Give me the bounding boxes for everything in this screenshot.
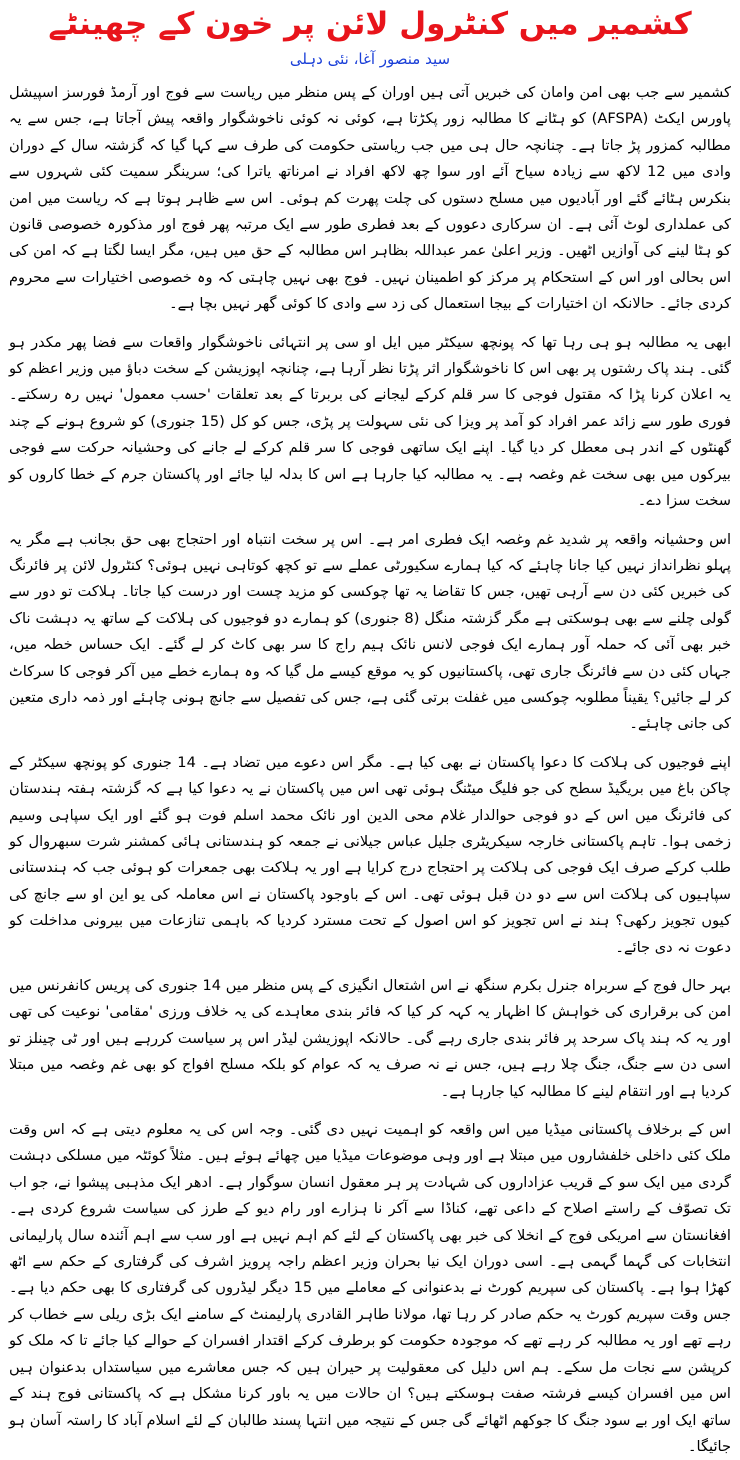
article-paragraph: بہر حال فوج کے سربراہ جنرل بکرم سنگھ نے اس اشتعال انگیزی کے پس منظر میں 14 جنوری کی پریس کانفرنس میں امن کی برقراری کی خواہش کا اظہار یہ کہہ کر کیا کہ فائر بندی معاہدے کی یہ خلاف ورزی 'مقامی' نوعیت کی تھی اور یہ کہ ہند پاک سرحد پر فائر بندی جاری رہے گی۔ حالانکہ اپوزیشن لیڈر اس پر سیاست کررہے ہیں اور ٹی چینلز تو اسی دن سے جنگ، جنگ چلا رہے ہیں، جس نے نہ صرف یہ کہ عوام کو بلکہ مسلح افواج کو بھی غم وغصہ میں مبتلا کردیا ہے اور انتقام لینے کا مطالبہ کیا جارہا ہے۔ xyxy=(9,977,731,1100)
article-headline: کشمیر میں کنٹرول لائن پر خون کے چھینٹے xyxy=(48,6,692,42)
article-byline: سید منصور آغا، نئی دہلی xyxy=(289,50,451,68)
article-paragraph: اس وحشیانہ واقعہ پر شدید غم وغصہ ایک فطری امر ہے۔ اس پر سخت انتباہ اور احتجاج بھی حق بجانب ہے مگر یہ پہلو نظرانداز نہیں کیا جانا چاہئے کہ کیا ہمارے سکیورٹی عملے سے تو کچھ کوتاہی نہیں ہوئی؟ کنٹرول لائن پر فائرنگ کی خبریں کئی دن سے آرہی تھیں، جس کا تقاضا یہ تھا چوکسی کو مزید چست اور درست کیا جاتا۔ ہلاکت تو دور سے گولی چلنے سے بھی ہوسکتی ہے مگر گزشتہ منگل (8 جنوری) کو ہمارے دو فوجیوں کی ہلاکت کے ساتھ یہ دہشت ناک خبر بھی آئی کہ حملہ آور ہمارے ایک فوجی لانس نائک ہیم راج کا سر بھی کاٹ کر لے گئے۔ ایک حساس خطہ میں، جہاں کئی دن سے فائرنگ جاری تھی، پاکستانیوں کو یہ موقع کیسے مل گیا کہ وہ ہمارے خطے میں آکر فوجی کا سرکاٹ کر لے جائیں؟ یقیناً مطلوبہ چوکسی میں غفلت برتی گئی ہے، جس کی تفصیل سے جانچ ہونی چاہئے اور ذمہ داری متعین کی جانی چاہئے۔ xyxy=(9,530,731,733)
article-paragraph: اپنے فوجیوں کی ہلاکت کا دعوا پاکستان نے بھی کیا ہے۔ مگر اس دعوے میں تضاد ہے۔ 14 جنوری کو پونچھ سیکٹر کے چاکن باغ میں بریگیڈ سطح کی جو فلیگ میٹنگ ہوئی تھی اس میں پاکستان نے یہ دعوا کیا ہے کہ گزشتہ ہفتہ ہندستان کی فائرنگ میں اس کے دو فوجی حوالدار غلام محی الدین اور نائک محمد اسلم فوت ہو گئے اور ایک سپاہی وسیم زخمی ہوا۔ تاہم پاکستانی خارجہ سیکریٹری جلیل عباس جیلانی نے جمعہ کو ہندستانی ہائی کمشنر شرت سبھروال کو طلب کرکے صرف ایک فوجی کی ہلاکت پر احتجاج درج کرایا ہے اور یہ ہلاکت بھی جمعرات کو ہوئی جب کہ ہندستانی سپاہیوں کی ہلاکت اس سے دو دن قبل ہوئی تھی۔ اس کے باوجود پاکستان نے اس معاملہ کی یو این او سے جانچ کی کیوں تجویز رکھی؟ ہند نے اس تجویز کو اس اصول کے تحت مسترد کردیا کہ باہمی تنازعات میں بیرونی مداخلت کو دعوت نہ دی جائے۔ xyxy=(9,753,731,956)
article-paragraph: کشمیر سے جب بھی امن وامان کی خبریں آتی ہیں اوران کے پس منظر میں ریاست سے فوج اور آرمڈ فورسز اسپیشل پاورس ایکٹ (AFSPA) کو ہٹانے کا مطالبہ زور پکڑتا ہے، کوئی نہ کوئی ناخوشگوار واقعہ پیش آجاتا ہے، جس سے یہ مطالبہ کمزور پڑ جاتا ہے۔ چنانچہ حال ہی میں جب ریاستی حکومت کی طرف سے کہا گیا کہ گزشتہ سال کے دوران وادی میں 12 لاکھ سے زیادہ سیاح آئے اور سوا چھ لاکھ افراد نے امرناتھ یاترا کی؛ سرینگر سمیت کئی شہروں سے بنکرس ہٹائے گئے اور آبادیوں میں مسلح دستوں کی چلت پھرت کم ہوئی۔ اس سے ظاہر ہوتا ہے کہ ریاست میں امن کی عملداری لوٹ آئی ہے۔ ان سرکاری دعووں کے بعد فطری طور سے ایک مرتبہ پھر فوج اور مذکورہ خصوصی قانون کو ہٹا لینے کی آوازیں اٹھیں۔ وزیر اعلیٰ عمر عبداللہ بظاہر اس مطالبہ کے حق میں ہیں، مگر ایسا لگتا ہے کہ امن کی اس بحالی اور اس کے استحکام پر مرکز کو اطمینان نہیں۔ فوج بھی نہیں چاہتی کہ وہ خصوصی اختیارات سے محروم کردی جائے۔ حالانکہ ان اختیارات کے بیجا استعمال کی زد سے وادی کا کوئی گھر نہیں بچا ہے۔ xyxy=(9,84,731,313)
article-paragraph: ابھی یہ مطالبہ ہو ہی رہا تھا کہ پونچھ سیکٹر میں ایل او سی پر انتہائی ناخوشگوار واقعات سے فضا پھر مکدر ہو گئی۔ ہند پاک رشتوں پر بھی اس کا ناخوشگوار اثر پڑتا نظر آرہا ہے، چنانچہ اپوزیشن کے سخت دباؤ میں وزیر اعظم کو یہ اعلان کرنا پڑا کہ مقتول فوجی کا سر قلم کرکے لیجانے کی بربرتا کے بعد تعلقات 'حسب معمول' نہیں رہ رسکتے۔ فوری طور سے زائد عمر افراد کو آمد پر ویزا کی نئی سہولت پر پڑی، جس کو کل (15 جنوری) کو شروع ہونے کے چند گھنٹوں کے اندر ہی معطل کر دیا گیا۔ اپنے ایک ساتھی فوجی کا سر قلم کرکے لے جانے کی وحشیانہ حرکت سے فوجی بیرکوں میں بھی سخت غم وغصہ ہے۔ یہ مطالبہ کیا جارہا ہے اس کا بدلہ لیا جائے اور پاکستان جرم کے خطا کاروں کو سخت سزا دے۔ xyxy=(9,333,731,510)
article-paragraph: اس کے برخلاف پاکستانی میڈیا میں اس واقعہ کو اہمیت نہیں دی گئی۔ وجہ اس کی یہ معلوم دیتی ہے کہ اس وقت ملک کئی داخلی خلفشاروں میں مبتلا ہے اور وہی موضوعات میڈیا میں چھائے ہوئے ہیں۔ مثلاً کوئٹہ میں مسلکی دہشت گردی میں ایک سو کے قریب عزاداروں کی شہادت پر ہر معقول انسان سوگوار ہے۔ ادھر ایک مذہبی پیشوا نے، جو اب تک تصوّف کے راستے اصلاح کے داعی تھے، کناڈا سے آکر نا ہزارے اور رام دیو کے طرز کی سیاست شروع کردی ہے۔ افغانستان سے امریکی فوج کے انخلا کی خبر بھی پاکستان کے لئے کم اہم نہیں ہے اور سب سے اہم آئندہ سال پارلیمانی انتخابات کی گہما گہمی ہے۔ اسی دوران ایک نیا بحران وزیر اعظم راجہ پرویز اشرف کی گرفتاری کے حکم سے اٹھ کھڑا ہوا ہے۔ پاکستان کی سپریم کورٹ نے بدعنوانی کے معاملے میں 15 دیگر لیڈروں کی گرفتاری کا بھی حکم دیا ہے۔ جس وقت سپریم کورٹ یہ حکم صادر کر رہا تھا، مولانا طاہر القادری پارلیمنٹ کے سامنے ایک بڑی ریلی سے خطاب کر رہے تھے اور یہ مطالبہ کر رہے تھے کہ موجودہ حکومت کو برطرف کرکے اقتدار افسران کے حوالے کیا جائے تا کہ ملک کو کرپشن سے نجات مل سکے۔ ہم اس دلیل کی معقولیت پر حیران ہیں کہ جس معاشرے میں سیاستداں بدعنوان ہیں اس میں افسران کیسے فرشتہ صفت ہوسکتے ہیں؟ ان حالات میں یہ باور کرنا مشکل ہے کہ پاکستانی فوج ہند کے ساتھ ایک اور بے سود جنگ کا جوکھم اٹھائے گی جس کے نتیجہ میں انتہا پسند طالبان کے لئے اسلام آباد کا راستہ آسان ہو جائیگا۔ xyxy=(9,1121,731,1455)
article-body xyxy=(9,80,731,1460)
